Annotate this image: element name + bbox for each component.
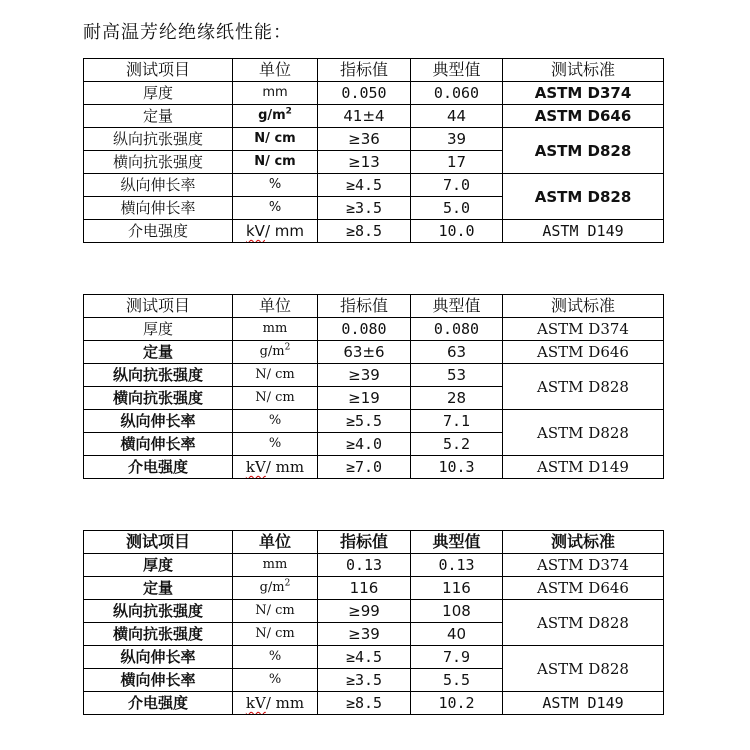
spec-cell: ≥4.5	[318, 646, 411, 669]
typical-cell: 10.2	[411, 692, 503, 715]
header-test-standard: 测试标准	[503, 59, 664, 82]
unit-base: g/m	[258, 108, 286, 123]
header-test-item: 测试项目	[84, 531, 233, 554]
spec-cell: ≥4.0	[318, 433, 411, 456]
table-row	[84, 646, 664, 669]
header-typical-value: 典型值	[411, 295, 503, 318]
item-cell: 纵向伸长率	[84, 646, 233, 669]
spec-cell: ≥8.5	[318, 220, 411, 243]
typical-cell: 5.5	[411, 669, 503, 692]
spec-cell: ≥3.5	[318, 197, 411, 220]
standard-cell: ASTM D374	[503, 82, 664, 105]
item-cell: 横向抗张强度	[84, 151, 233, 174]
standard-cell: ASTM D374	[503, 554, 664, 577]
unit-cell: N/ cm	[233, 151, 318, 174]
unit-superscript: 2	[285, 106, 292, 117]
typical-cell: 0.080	[411, 318, 503, 341]
unit-cell: N/ cm	[233, 623, 318, 646]
unit-rest: / mm	[265, 694, 305, 712]
spec-cell: 116	[318, 577, 411, 600]
item-cell: 厚度	[84, 318, 233, 341]
unit-cell	[233, 456, 318, 479]
spec-cell: 0.050	[318, 82, 411, 105]
typical-cell: 108	[411, 600, 503, 623]
standard-cell: ASTM D646	[503, 577, 664, 600]
typical-cell: 0.060	[411, 82, 503, 105]
typical-cell: 7.0	[411, 174, 503, 197]
standard-cell: ASTM D374	[503, 318, 664, 341]
header-test-standard: 测试标准	[503, 531, 664, 554]
standard-cell: ASTM D149	[503, 692, 664, 715]
unit-kv: kV	[246, 222, 265, 240]
standard-cell: ASTM D828	[503, 646, 664, 692]
unit-cell: mm	[233, 318, 318, 341]
table-row	[84, 554, 664, 577]
table-row	[84, 220, 664, 243]
typical-cell: 10.3	[411, 456, 503, 479]
item-cell: 横向伸长率	[84, 669, 233, 692]
unit-cell: %	[233, 669, 318, 692]
unit-cell: mm	[233, 554, 318, 577]
unit-kv: kV	[245, 694, 266, 712]
standard-cell: ASTM D149	[503, 220, 664, 243]
unit-cell	[233, 692, 318, 715]
table-row	[84, 456, 664, 479]
spec-cell: ≥39	[318, 623, 411, 646]
properties-table-3	[83, 530, 664, 715]
item-cell: 横向抗张强度	[84, 623, 233, 646]
typical-cell: 63	[411, 341, 503, 364]
unit-cell: N/ cm	[233, 128, 318, 151]
item-cell: 横向伸长率	[84, 197, 233, 220]
header-spec-value: 指标值	[318, 59, 411, 82]
typical-cell: 17	[411, 151, 503, 174]
table-row	[84, 692, 664, 715]
item-cell: 定量	[84, 577, 233, 600]
unit-cell: %	[233, 646, 318, 669]
unit-cell: N/ cm	[233, 387, 318, 410]
unit-base: g/m	[259, 344, 285, 359]
unit-cell: N/ cm	[233, 364, 318, 387]
unit-superscript: 2	[284, 342, 291, 353]
typical-cell: 39	[411, 128, 503, 151]
unit-cell: %	[233, 174, 318, 197]
table-row	[84, 82, 664, 105]
spec-cell: 0.13	[318, 554, 411, 577]
typical-cell: 7.1	[411, 410, 503, 433]
table-row	[84, 105, 664, 128]
header-test-standard: 测试标准	[503, 295, 664, 318]
item-cell: 纵向抗张强度	[84, 600, 233, 623]
table-row	[84, 577, 664, 600]
spec-cell: ≥8.5	[318, 692, 411, 715]
standard-cell: ASTM D828	[503, 128, 664, 174]
typical-cell: 116	[411, 577, 503, 600]
unit-cell	[233, 220, 318, 243]
spec-cell: ≥99	[318, 600, 411, 623]
unit-cell: N/ cm	[233, 600, 318, 623]
item-cell: 纵向伸长率	[84, 410, 233, 433]
spec-cell: 0.080	[318, 318, 411, 341]
document-title: 耐高温芳纶绝缘纸性能：	[83, 22, 292, 43]
unit-rest: / mm	[264, 222, 304, 240]
unit-base: g/m	[259, 580, 285, 595]
typical-cell: 5.2	[411, 433, 503, 456]
item-cell: 横向伸长率	[84, 433, 233, 456]
standard-cell: ASTM D646	[503, 341, 664, 364]
spec-cell: 41±4	[318, 105, 411, 128]
spec-cell: ≥7.0	[318, 456, 411, 479]
unit-rest: / mm	[265, 458, 305, 476]
item-cell: 横向抗张强度	[84, 387, 233, 410]
typical-cell: 40	[411, 623, 503, 646]
table-row	[84, 128, 664, 151]
unit-cell: mm	[233, 82, 318, 105]
spec-cell: ≥39	[318, 364, 411, 387]
table-row	[84, 341, 664, 364]
header-typical-value: 典型值	[411, 531, 503, 554]
unit-cell: %	[233, 410, 318, 433]
standard-cell: ASTM D828	[503, 410, 664, 456]
item-cell: 介电强度	[84, 220, 233, 243]
unit-kv: kV	[245, 458, 266, 476]
table-header-row	[84, 295, 664, 318]
table-row	[84, 364, 664, 387]
typical-cell: 5.0	[411, 197, 503, 220]
unit-cell	[233, 577, 318, 600]
item-cell: 介电强度	[84, 692, 233, 715]
unit-cell: %	[233, 433, 318, 456]
spec-cell: ≥13	[318, 151, 411, 174]
unit-cell	[233, 105, 318, 128]
unit-cell	[233, 341, 318, 364]
header-spec-value: 指标值	[318, 531, 411, 554]
standard-cell: ASTM D828	[503, 600, 664, 646]
table-header-row	[84, 531, 664, 554]
typical-cell: 53	[411, 364, 503, 387]
typical-cell: 0.13	[411, 554, 503, 577]
standard-cell: ASTM D646	[503, 105, 664, 128]
header-test-item: 测试项目	[84, 59, 233, 82]
table-row	[84, 410, 664, 433]
spec-cell: ≥19	[318, 387, 411, 410]
header-typical-value: 典型值	[411, 59, 503, 82]
item-cell: 纵向伸长率	[84, 174, 233, 197]
table-header-row	[84, 59, 664, 82]
table-row	[84, 318, 664, 341]
typical-cell: 10.0	[411, 220, 503, 243]
unit-cell: %	[233, 197, 318, 220]
table-row	[84, 600, 664, 623]
header-unit: 单位	[233, 59, 318, 82]
item-cell: 定量	[84, 105, 233, 128]
standard-cell: ASTM D828	[503, 174, 664, 220]
table-row	[84, 174, 664, 197]
header-unit: 单位	[233, 531, 318, 554]
item-cell: 纵向抗张强度	[84, 128, 233, 151]
item-cell: 纵向抗张强度	[84, 364, 233, 387]
properties-table-1	[83, 58, 664, 243]
item-cell: 厚度	[84, 554, 233, 577]
typical-cell: 7.9	[411, 646, 503, 669]
standard-cell: ASTM D149	[503, 456, 664, 479]
header-test-item: 测试项目	[84, 295, 233, 318]
properties-table-2	[83, 294, 664, 479]
header-unit: 单位	[233, 295, 318, 318]
unit-superscript: 2	[284, 578, 291, 589]
item-cell: 厚度	[84, 82, 233, 105]
spec-cell: ≥36	[318, 128, 411, 151]
spec-cell: ≥4.5	[318, 174, 411, 197]
header-spec-value: 指标值	[318, 295, 411, 318]
spec-cell: ≥5.5	[318, 410, 411, 433]
typical-cell: 44	[411, 105, 503, 128]
typical-cell: 28	[411, 387, 503, 410]
standard-cell: ASTM D828	[503, 364, 664, 410]
item-cell: 定量	[84, 341, 233, 364]
spec-cell: ≥3.5	[318, 669, 411, 692]
spec-cell: 63±6	[318, 341, 411, 364]
item-cell: 介电强度	[84, 456, 233, 479]
